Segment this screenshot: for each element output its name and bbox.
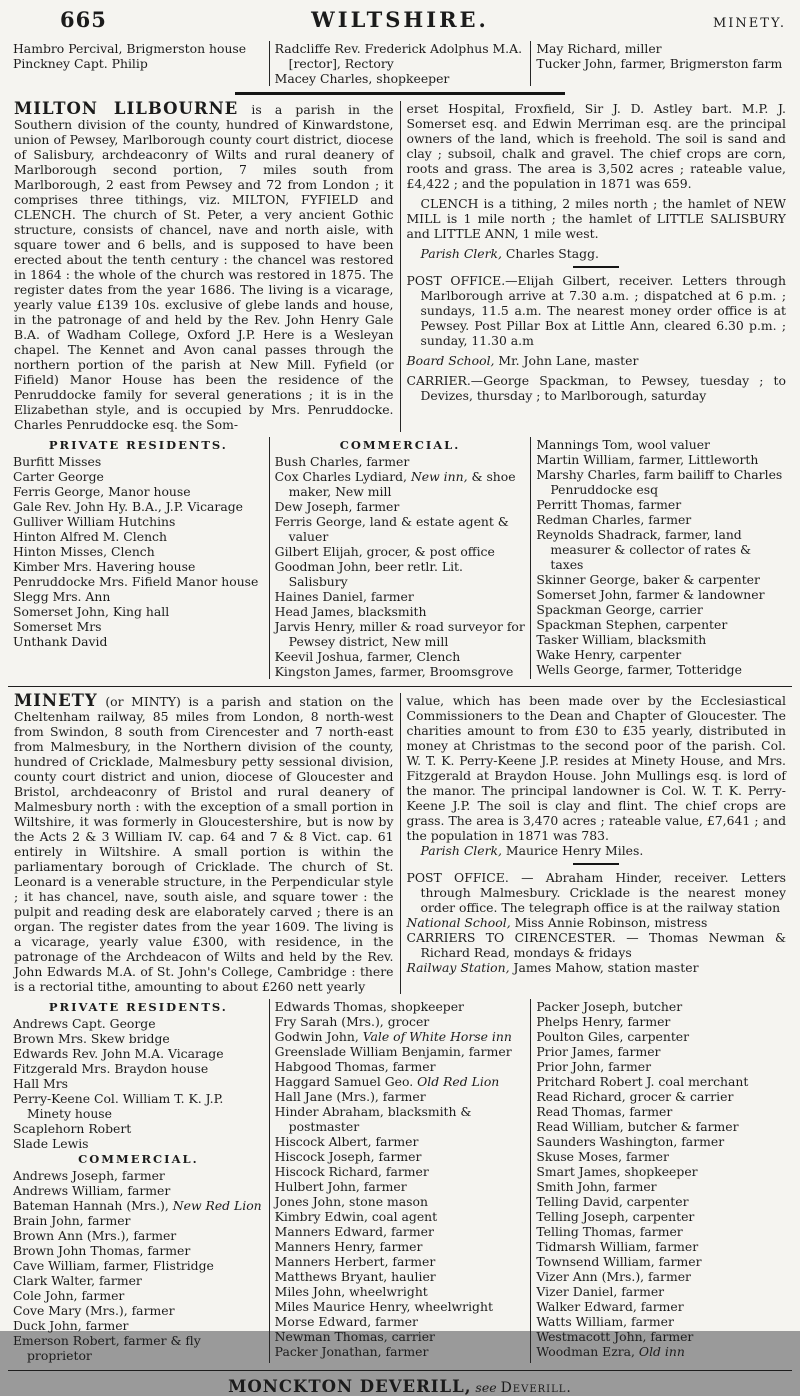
list-item: Cove Mary (Mrs.), farmer — [13, 1303, 175, 1318]
milton-parish-clerk: Parish Clerk, Charles Stagg. — [420, 246, 599, 261]
list-item: Packer Joseph, butcher — [536, 999, 683, 1014]
minety-carriers: CARRIERS TO CIRENCESTER. — Thomas Newman & Richard Read, mondays & fridays — [406, 930, 786, 960]
list-item: Slegg Mrs. Ann — [13, 589, 111, 604]
list-item: Ferris George, Manor house — [13, 484, 191, 499]
milton-intro-paragraph — [14, 101, 394, 432]
list-item: Carter George — [13, 469, 104, 484]
list-item: Kimber Mrs. Havering house — [13, 559, 196, 574]
list-item: Bateman Hannah (Mrs.), New Red Lion — [13, 1198, 262, 1213]
list-item: Phelps Henry, farmer — [536, 1014, 671, 1029]
list-item: Somerset John, farmer & landowner — [536, 587, 765, 602]
list-item: Andrews William, farmer — [13, 1183, 171, 1198]
list-item: Matthews Bryant, haulier — [274, 1269, 436, 1284]
list-item: Cole John, farmer — [13, 1288, 125, 1303]
milton-lilbourne-section — [8, 101, 792, 432]
list-item: Hinton Misses, Clench — [13, 544, 155, 559]
milton-post-office: POST OFFICE.—Elijah Gilbert, receiver. Letters through Marlborough arrive at 7.30 a.m. ; dispatched at 6 p.m. ; sundays, 11.5 a.m. The nearest money order office is at Pewsey. Post Pillar Box at Little Ann, cleared 6.30 p.m. ; sunday, 11.30 a.m — [406, 273, 786, 348]
list-item: Macey Charles, shopkeeper — [274, 71, 450, 86]
list-item: Somerset John, King hall — [13, 604, 170, 619]
paragraph-divider-rule — [573, 266, 619, 268]
milton-clench-paragraph: CLENCH is a tithing, 2 miles north ; the hamlet of NEW MILL is 1 mile north ; the hamlet of LITTLE SALISBURY and LITTLE ANN, 1 mile west. — [406, 196, 786, 241]
list-item: Habgood Thomas, farmer — [274, 1059, 436, 1074]
list-item: Hall Mrs — [13, 1076, 69, 1091]
list-item: Townsend William, farmer — [536, 1254, 702, 1269]
see-label: see — [475, 1380, 497, 1395]
commercial-heading: COMMERCIAL. — [339, 438, 461, 452]
list-item: Unthank David — [13, 634, 108, 649]
minety-commercial-column-2 — [269, 999, 531, 1363]
county-title: WILTSHIRE. — [311, 7, 489, 32]
list-item: Telling Joseph, carpenter — [536, 1209, 695, 1224]
list-item: Pritchard Robert J. coal merchant — [536, 1074, 749, 1089]
list-item: Ferris George, land & estate agent & valuer — [274, 514, 509, 544]
list-item: Hall Jane (Mrs.), farmer — [274, 1089, 426, 1104]
list-item: Head James, blacksmith — [274, 604, 427, 619]
list-item: Prior James, farmer — [536, 1044, 661, 1059]
list-item: Edwards Thomas, shopkeeper — [274, 999, 464, 1014]
minety-commercial-column-3 — [530, 999, 792, 1363]
list-item: Jarvis Henry, miller & road surveyor for Pewsey district, New mill — [274, 619, 525, 649]
list-item: Tidmarsh William, farmer — [536, 1239, 699, 1254]
list-item: Martin William, farmer, Littleworth — [536, 452, 759, 467]
list-item: Marshy Charles, farm bailiff to Charles Penruddocke esq — [536, 467, 783, 497]
minety-commercial-list-3 — [536, 999, 787, 1359]
milton-directory-lists — [8, 437, 792, 679]
list-item: Hinder Abraham, blacksmith & postmaster — [274, 1104, 472, 1134]
list-item: Perry-Keene Col. William T. K. J.P. Minety house — [13, 1091, 224, 1121]
list-item: Cave William, farmer, Flistridge — [13, 1258, 214, 1273]
minety-intro-text: (or MINTY) is a parish and station on the Cheltenham railway, 85 miles from London, 8 north-west from Swindon, 8 south from Cirencester and 7 north-east from Malmesbury, in the Northern division of the county, hundred of Cricklade, Malmesbury petty sessional division, county court district and union, diocese of Gloucester and Bristol, archdeaconry of Bristol and rural deanery of Malmesbury north : with the exception of a small portion in Wiltshire, it was formerly in Gloucestershire, but is now by the Acts 2 & 3 William IV. cap. 64 and 7 & 8 Vict. cap. 61 entirely in Wiltshire. A small portion is within the parliamentary borough of Cricklade. The church of St. Leonard is a venerable structure, in the Perpendicular style ; it has chancel, nave, south aisle, and square tower : the pulpit and reading desk are elaborately carved ; there is an organ. The register dates from the year 1609. The living is a vicarage, yearly value £300, with residence, in the patronage of the Archdeacon of Wilts and held by the Rev. John Edwards M.A. of St. John's College, Cambridge : there is a rectorial tithe, amounting to about £260 nett yearly — [14, 694, 394, 994]
list-item: Pinckney Capt. Philip — [13, 56, 148, 71]
cross-reference-footer — [8, 1379, 792, 1396]
cross-reference-name: MONCKTON DEVERILL, — [228, 1377, 472, 1396]
list-item: Spackman George, carrier — [536, 602, 703, 617]
list-item: Hambro Percival, Brigmerston house — [13, 41, 247, 56]
list-item: Smart James, shopkeeper — [536, 1164, 698, 1179]
list-item: Andrews Capt. George — [13, 1016, 156, 1031]
list-item: Manners Edward, farmer — [274, 1224, 434, 1239]
continuation-column-1 — [8, 41, 269, 86]
list-item: Haggard Samuel Geo. Old Red Lion — [274, 1074, 500, 1089]
milton-right-column — [400, 101, 793, 432]
page-header — [8, 7, 792, 32]
list-item: Gale Rev. John Hy. B.A., J.P. Vicarage — [13, 499, 243, 514]
list-item: Duck John, farmer — [13, 1318, 129, 1333]
list-item: Miles Maurice Henry, wheelwright — [274, 1299, 493, 1314]
list-item: Gulliver William Hutchins — [13, 514, 176, 529]
list-item: Brown Mrs. Skew bridge — [13, 1031, 170, 1046]
milton-private-residents-list — [13, 454, 264, 649]
running-head: MINETY. — [712, 16, 786, 31]
commercial-heading: COMMERCIAL. — [78, 1152, 199, 1166]
list-item: Read Thomas, farmer — [536, 1104, 673, 1119]
milton-commercial-list-1 — [275, 454, 526, 679]
milton-left-column — [8, 101, 400, 432]
list-item: Perritt Thomas, farmer — [536, 497, 682, 512]
minety-intro-paragraph — [14, 693, 394, 994]
list-item: Kingston James, farmer, Broomsgrove — [274, 664, 514, 679]
list-item: Goodman John, beer retlr. Lit. Salisbury — [274, 559, 463, 589]
list-item: Manners Herbert, farmer — [274, 1254, 436, 1269]
paragraph-divider-rule — [573, 863, 619, 865]
list-item: Telling David, carpenter — [536, 1194, 689, 1209]
list-item: Spackman Stephen, carpenter — [536, 617, 728, 632]
list-item: Skuse Moses, farmer — [536, 1149, 669, 1164]
minety-continuation-paragraph: value, which has been made over by the Ecclesiastical Commissioners to the Dean and Chapter of Gloucester. The charities amount to from £30 to £35 yearly, distributed in money at Christmas to the second poor of the parish. Col. W. T. K. Perry-Keene J.P. resides at Minety House, and Mrs. Fitzgerald at Braydon House. John Mullings esq. is lord of the manor. The principal landowner is Col. W. T. K. Perry-Keene J.P. The soil is clay and flint. The chief crops are grass. The area is 3,470 acres ; rateable value, £7,641 ; and the population in 1871 was 783. — [406, 693, 786, 843]
list-item: Bush Charles, farmer — [274, 454, 410, 469]
minety-left-column — [8, 693, 400, 994]
list-item: Watts William, farmer — [536, 1314, 674, 1329]
list-item: Greenslade William Benjamin, farmer — [274, 1044, 512, 1059]
continuation-column-2 — [269, 41, 531, 86]
section-divider — [8, 686, 792, 687]
milton-private-residents-column — [8, 437, 269, 679]
minety-commercial-list-1 — [13, 1168, 264, 1363]
list-item: Scaplehorn Robert — [13, 1121, 132, 1136]
list-item: Gilbert Elijah, grocer, & post office — [274, 544, 495, 559]
minety-railway-station: Railway Station, James Mahow, station master — [406, 960, 699, 975]
minety-private-residents-list — [13, 1016, 264, 1151]
list-item: Smith John, farmer — [536, 1179, 657, 1194]
cross-reference-target: Deverill. — [500, 1380, 572, 1396]
list-item: Kimbry Edwin, coal agent — [274, 1209, 438, 1224]
list-item: Vizer Daniel, farmer — [536, 1284, 665, 1299]
private-residents-heading: PRIVATE RESIDENTS. — [48, 1000, 228, 1014]
list-item: Slade Lewis — [13, 1136, 89, 1151]
milton-board-school: Board School, Mr. John Lane, master — [406, 353, 639, 368]
minety-parish-name: MINETY — [14, 691, 98, 710]
list-item: Read Richard, grocer & carrier — [536, 1089, 734, 1104]
list-item: Fry Sarah (Mrs.), grocer — [274, 1014, 430, 1029]
footer-divider — [8, 1370, 792, 1371]
list-item: Saunders Washington, farmer — [536, 1134, 725, 1149]
list-item: Tasker William, blacksmith — [536, 632, 707, 647]
list-item: Packer Jonathan, farmer — [274, 1344, 429, 1359]
list-item: Hiscock Richard, farmer — [274, 1164, 429, 1179]
continuation-column-3 — [530, 41, 792, 86]
list-item: Reynolds Shadrack, farmer, land measurer & collector of rates & taxes — [536, 527, 752, 572]
list-item: Manners Henry, farmer — [274, 1239, 423, 1254]
list-item: Read William, butcher & farmer — [536, 1119, 739, 1134]
minety-post-office: POST OFFICE. — Abraham Hinder, receiver. Letters through Malmesbury. Cricklade is the nearest money order office. The telegraph office is at the railway station — [406, 870, 786, 915]
milton-commercial-column-1 — [269, 437, 531, 679]
list-item: Dew Joseph, farmer — [274, 499, 400, 514]
list-item: May Richard, miller — [536, 41, 662, 56]
list-item: Walker Edward, farmer — [536, 1299, 684, 1314]
list-item: Radcliffe Rev. Frederick Adolphus M.A. [rector], Rectory — [274, 41, 523, 71]
page-number: 665 — [60, 7, 107, 32]
list-item: Brown Ann (Mrs.), farmer — [13, 1228, 177, 1243]
list-item: Burfitt Misses — [13, 454, 102, 469]
list-item: Brain John, farmer — [13, 1213, 131, 1228]
list-item: Clark Walter, farmer — [13, 1273, 142, 1288]
minety-national-school: National School, Miss Annie Robinson, mistress — [406, 915, 708, 930]
list-item: Poulton Giles, carpenter — [536, 1029, 690, 1044]
milton-commercial-list-2 — [536, 437, 787, 677]
list-item: Wake Henry, carpenter — [536, 647, 682, 662]
list-item: Somerset Mrs — [13, 619, 102, 634]
list-item: Emerson Robert, farmer & fly proprietor — [13, 1333, 201, 1363]
minety-section — [8, 693, 792, 994]
list-item: Morse Edward, farmer — [274, 1314, 418, 1329]
minety-right-column — [400, 693, 793, 994]
milton-commercial-column-2 — [530, 437, 792, 679]
list-item: Hulbert John, farmer — [274, 1179, 407, 1194]
list-item: Skinner George, baker & carpenter — [536, 572, 760, 587]
list-item: Hinton Alfred M. Clench — [13, 529, 167, 544]
list-item: Vizer Ann (Mrs.), farmer — [536, 1269, 691, 1284]
list-item: Andrews Joseph, farmer — [13, 1168, 165, 1183]
entry-end-rule — [235, 92, 565, 95]
list-item: Miles John, wheelwright — [274, 1284, 428, 1299]
milton-parish-name: MILTON LILBOURNE — [14, 99, 239, 118]
list-item: Newman Thomas, carrier — [274, 1329, 435, 1344]
list-item: Hiscock Joseph, farmer — [274, 1149, 422, 1164]
list-item: Prior John, farmer — [536, 1059, 652, 1074]
list-item: Cox Charles Lydiard, New inn, & shoe maker, New mill — [274, 469, 516, 499]
list-item: Hiscock Albert, farmer — [274, 1134, 419, 1149]
minety-directory-lists — [8, 999, 792, 1363]
list-item: Haines Daniel, farmer — [274, 589, 414, 604]
list-item: Tucker John, farmer, Brigmerston farm — [536, 56, 783, 71]
list-item: Brown John Thomas, farmer — [13, 1243, 191, 1258]
list-item: Wells George, farmer, Totteridge — [536, 662, 742, 677]
list-item: Penruddocke Mrs. Fifield Manor house — [13, 574, 259, 589]
list-item: Fitzgerald Mrs. Braydon house — [13, 1061, 209, 1076]
milton-intro-text: is a parish in the Southern division of the county, hundred of Kinwardstone, union of Pewsey, Marlborough county court district, diocese of Salisbury, archdeaconry of Wilts and rural deanery of Marlborough second portion, 7 miles south from Marlborough, 2 east from Pewsey and 72 from London ; it comprises three tithings, viz. MILTON, FYFIELD and CLENCH. The church of St. Peter, a very ancient Gothic structure, consists of chancel, nave and north aisle, with square tower and 6 bells, and is supposed to have been erected about the tenth century : the chancel was restored in 1864 : the whole of the church was restored in 1875. The register dates from the year 1686. The living is a vicarage, yearly value £139 10s. exclusive of glebe lands and house, in the patronage of and held by the Rev. John Henry Gale B.A. of Wadham College, Oxford J.P. Here is a Wesleyan chapel. The Kennet and Avon canal passes through the northern portion of the parish at New Mill. Fyfield (or Fifield) Manor House has been the residence of the Penruddocke family for several generations ; it is in the Elizabethan style, and is occupied by Mrs. Penruddocke. Charles Penruddocke esq. the Som- — [14, 102, 394, 432]
list-item: Godwin John, Vale of White Horse inn — [274, 1029, 512, 1044]
list-item: Westmacott John, farmer — [536, 1329, 694, 1344]
list-item: Edwards Rev. John M.A. Vicarage — [13, 1046, 224, 1061]
milton-continuation-paragraph: erset Hospital, Froxfield, Sir J. D. Astley bart. M.P. J. Somerset esq. and Edwin Merriman esq. are the principal owners of the land, which is freehold. The soil is sand and clay ; subsoil, chalk and gravel. The chief crops are corn, roots and grass. The area is 3,502 acres ; rateable value, £4,422 ; and the population in 1871 was 659. — [406, 101, 786, 191]
private-residents-heading: PRIVATE RESIDENTS. — [48, 438, 228, 452]
continuation-entries — [8, 41, 792, 86]
list-item: Woodman Ezra, Old inn — [536, 1344, 685, 1359]
list-item: Telling Thomas, farmer — [536, 1224, 683, 1239]
minety-commercial-list-2 — [275, 999, 526, 1359]
minety-residents-commercial-column — [8, 999, 269, 1363]
list-item: Keevil Joshua, farmer, Clench — [274, 649, 461, 664]
milton-carrier: CARRIER.—George Spackman, to Pewsey, tuesday ; to Devizes, thursday ; to Marlborough, saturday — [406, 373, 786, 403]
list-item: Redman Charles, farmer — [536, 512, 692, 527]
minety-parish-clerk: Parish Clerk, Maurice Henry Miles. — [420, 843, 644, 858]
list-item: Mannings Tom, wool valuer — [536, 437, 710, 452]
list-item: Jones John, stone mason — [274, 1194, 428, 1209]
